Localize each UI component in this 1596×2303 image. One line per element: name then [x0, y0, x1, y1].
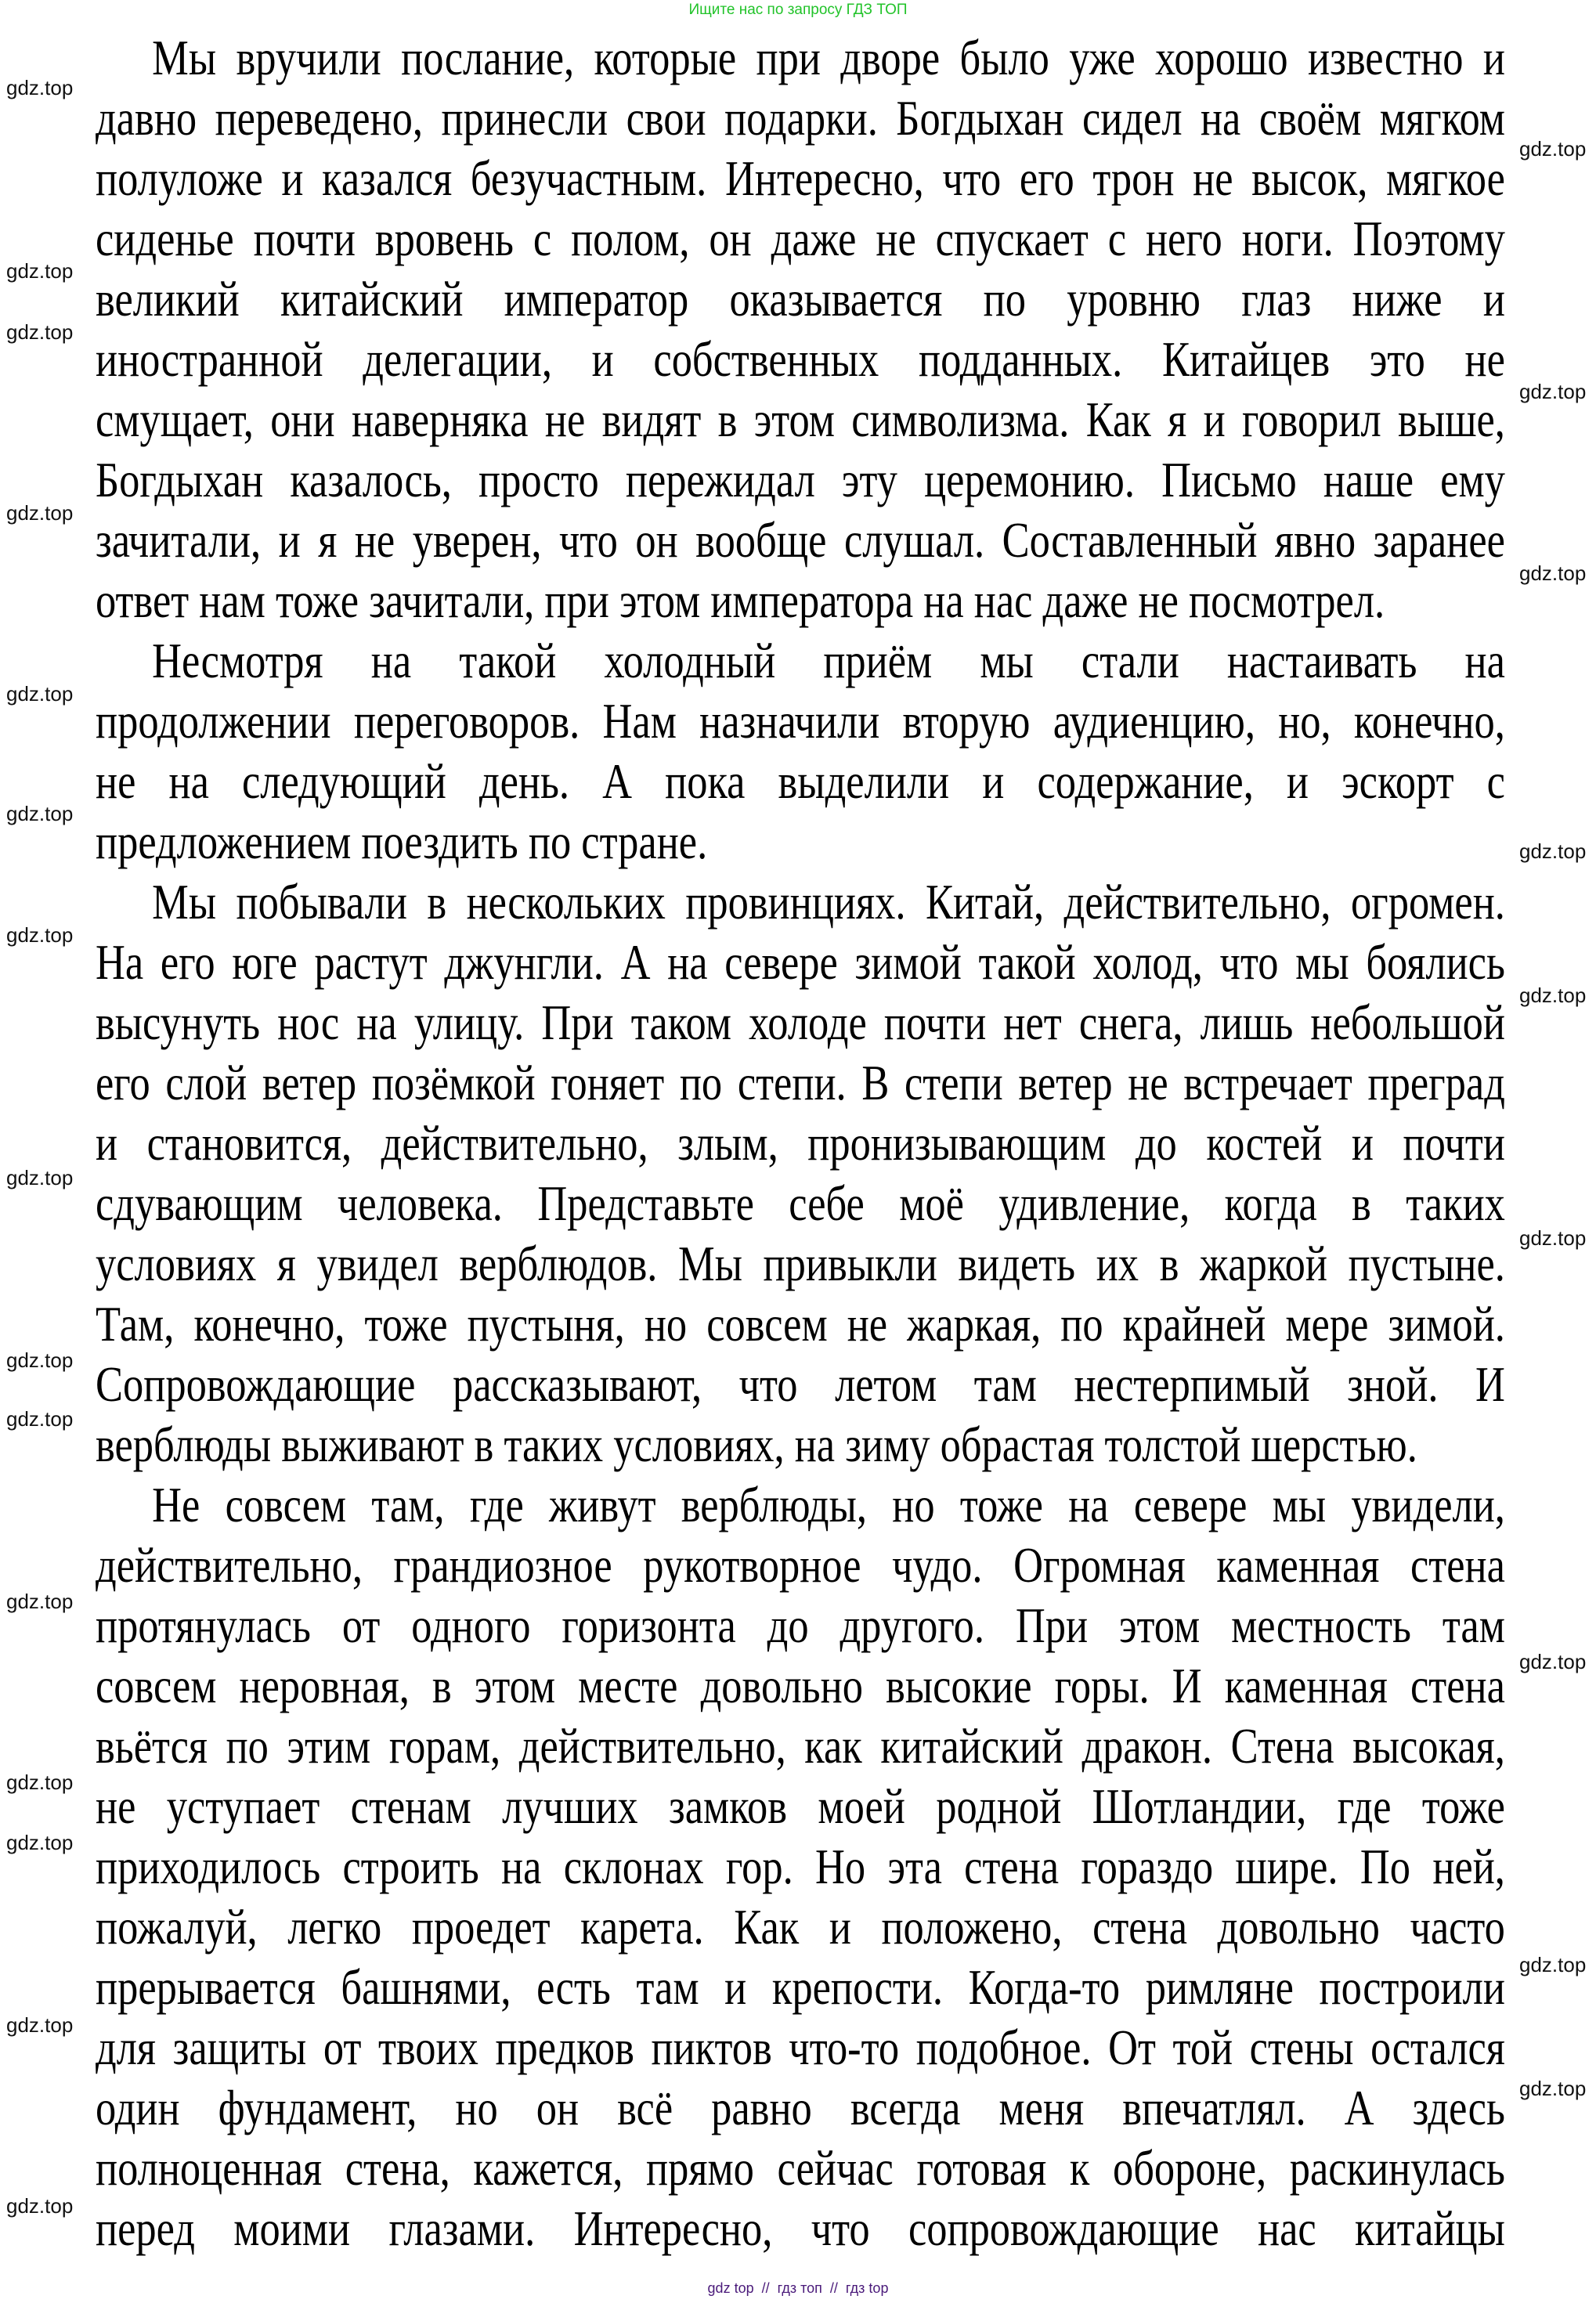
text-line: сдувающим человека. Представьте себе моё удивление, когда в таких	[96, 1175, 1505, 1231]
text-line: предложением поездить по стране.	[96, 814, 708, 869]
gdz-watermark: gdz.top	[6, 802, 74, 825]
text-line: совсем неровная, в этом месте довольно высокие горы. И каменная стена	[96, 1658, 1505, 1713]
text-line: Не совсем там, где живут верблюды, но тоже на севере мы увидели,	[152, 1477, 1505, 1532]
gdz-watermark: gdz.top	[6, 2013, 74, 2037]
text-line: Несмотря на такой холодный приём мы стали настаивать на	[152, 633, 1505, 688]
text-line: условиях я увидел верблюдов. Мы привыкли видеть их в жаркой пустыне.	[96, 1236, 1505, 1291]
gdz-watermark: gdz.top	[6, 501, 74, 525]
text-line: действительно, грандиозное рукотворное чудо. Огромная каменная стена	[96, 1537, 1505, 1593]
gdz-watermark: gdz.top	[1519, 1953, 1587, 1976]
text-line: не уступает стенам лучших замков моей родной Шотландии, где тоже	[96, 1778, 1505, 1834]
text-line: пожалуй, легко проедет карета. Как и положено, стена довольно часто	[96, 1899, 1505, 1955]
text-line: сиденье почти вровень с полом, он даже не спускает с него ноги. Поэтому	[96, 211, 1505, 266]
text-line: На его юге растут джунгли. А на севере зимой такой холод, что мы боялись	[96, 934, 1505, 990]
text-line: ответ нам тоже зачитали, при этом императора на нас даже не посмотрел.	[96, 572, 1385, 628]
gdz-watermark: gdz.top	[1519, 839, 1587, 863]
text-line: великий китайский император оказывается по уровню глаз ниже и	[96, 271, 1505, 327]
gdz-watermark: gdz.top	[1519, 380, 1587, 403]
gdz-watermark: gdz.top	[6, 682, 74, 706]
gdz-watermark: gdz.top	[6, 320, 74, 344]
text-line: его слой ветер позёмкой гоняет по степи. В степи ветер не встречает преград	[96, 1055, 1505, 1110]
text-line: смущает, они наверняка не видят в этом символизма. Как я и говорил выше,	[96, 392, 1505, 447]
gdz-watermark: gdz.top	[6, 2194, 74, 2218]
gdz-watermark: gdz.top	[6, 1590, 74, 1613]
gdz-watermark: gdz.top	[1519, 1650, 1587, 1673]
gdz-watermark: gdz.top	[1519, 137, 1587, 161]
text-line: один фундамент, но он всё равно всегда меня впечатлял. А здесь	[96, 2080, 1505, 2135]
gdz-watermark: gdz.top	[6, 1831, 74, 1854]
text-line: давно переведено, принесли свои подарки. Богдыхан сидел на своём мягком	[96, 90, 1505, 146]
gdz-watermark: gdz.top	[6, 923, 74, 947]
gdz-watermark: gdz.top	[1519, 1226, 1587, 1250]
search-banner: Ищите нас по запросу ГДЗ ТОП	[688, 2, 908, 18]
text-line: полуложе и казался безучастным. Интересно, что его трон не высок, мягкое	[96, 150, 1505, 206]
text-line: для защиты от твоих предков пиктов что-то подобное. От той стены остался	[96, 2020, 1505, 2075]
text-line: высунуть нос на улицу. При таком холоде почти нет снега, лишь небольшой	[96, 994, 1505, 1050]
gdz-watermark: gdz.top	[1519, 561, 1587, 585]
text-line: прерывается башнями, есть там и крепости. Когда-то римляне построили	[96, 1959, 1505, 2015]
gdz-watermark: gdz.top	[6, 1771, 74, 1794]
gdz-watermark: gdz.top	[1519, 984, 1587, 1007]
gdz-watermark: gdz.top	[6, 76, 74, 99]
text-line: продолжении переговоров. Нам назначили вторую аудиенцию, но, конечно,	[96, 693, 1505, 749]
text-line: приходилось строить на склонах гор. Но эта стена гораздо шире. По ней,	[96, 1839, 1505, 1894]
text-line: Мы вручили послание, которые при дворе было уже хорошо известно и	[152, 30, 1505, 85]
gdz-watermark: gdz.top	[6, 1348, 74, 1372]
text-line: Там, конечно, тоже пустыня, но совсем не жаркая, по крайней мере зимой.	[96, 1296, 1505, 1352]
text-line: протянулась от одного горизонта до другого. При этом местность там	[96, 1597, 1505, 1653]
text-line: Богдыхан казалось, просто пережидал эту церемонию. Письмо наше ему	[96, 452, 1505, 507]
gdz-watermark: gdz.top	[6, 1166, 74, 1189]
text-line: вьётся по этим горам, действительно, как китайский дракон. Стена высокая,	[96, 1718, 1505, 1774]
text-line: Мы побывали в нескольких провинциях. Китай, действительно, огромен.	[152, 874, 1505, 930]
gdz-watermark: gdz.top	[1519, 2077, 1587, 2100]
text-line: иностранной делегации, и собственных подданных. Китайцев это не	[96, 331, 1505, 387]
text-line: полноценная стена, кажется, прямо сейчас готовая к обороне, раскинулась	[96, 2140, 1505, 2196]
text-line: не на следующий день. А пока выделили и содержание, и эскорт с	[96, 753, 1505, 809]
gdz-watermark: gdz.top	[6, 1407, 74, 1431]
footer-watermark: gdz top // гдз топ // гдз top	[707, 2280, 889, 2296]
gdz-watermark: gdz.top	[6, 259, 74, 283]
text-line: зачитали, и я не уверен, что он вообще слушал. Составленный явно заранее	[96, 512, 1505, 568]
text-line: перед моими глазами. Интересно, что сопровождающие нас китайцы	[96, 2200, 1505, 2256]
text-line: и становится, действительно, злым, пронизывающим до костей и почти	[96, 1115, 1505, 1171]
text-line: верблюды выживают в таких условиях, на зиму обрастая толстой шерстью.	[96, 1417, 1417, 1472]
text-line: Сопровождающие рассказывают, что летом там нестерпимый зной. И	[96, 1356, 1505, 1412]
